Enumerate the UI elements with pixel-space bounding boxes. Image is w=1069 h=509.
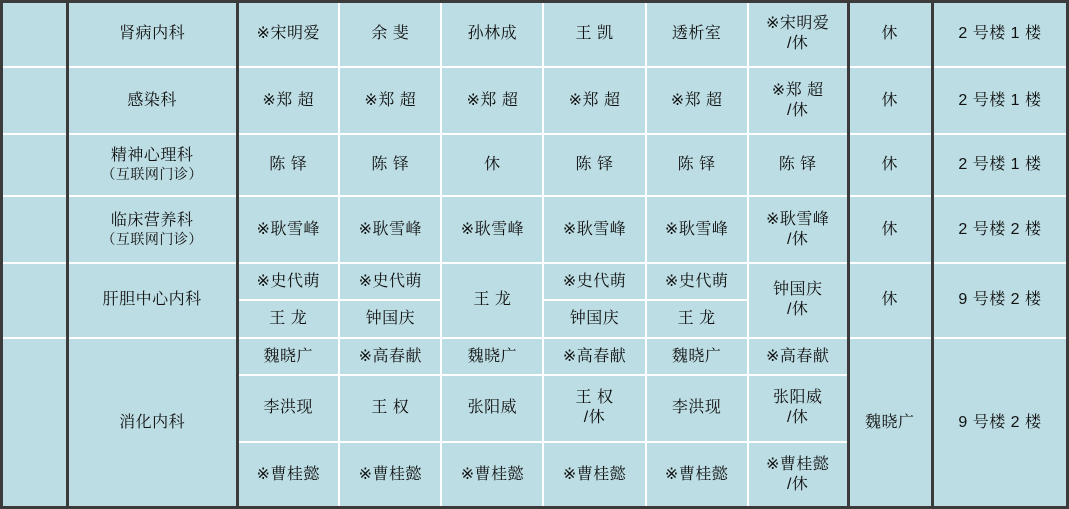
row-index-cell [1,134,67,197]
row-index-cell [1,196,67,262]
row-index-cell [1,263,67,338]
table-border-left [0,0,3,509]
schedule-cell-wed-2: 张阳威 [441,375,543,441]
department-sublabel: （互联网门诊） [101,166,203,183]
schedule-cell-thu-1: ※高春献 [543,338,645,376]
schedule-cell-mon-2: 李洪现 [237,375,339,441]
department-label: 临床营养科 [110,211,194,229]
schedule-cell-mon-pm: 王 龙 [237,300,339,338]
schedule-cell-mon: ※耿雪峰 [237,196,339,262]
row-index-cell [1,338,67,508]
department-name [67,134,237,197]
schedule-cell-sat-3: ※曹桂懿 /休 [748,442,848,508]
schedule-cell-mon: 陈 铎 [237,134,339,197]
schedule-cell-sat: ※郑 超 /休 [748,67,848,133]
schedule-cell-fri-3: ※曹桂懿 [646,442,748,508]
schedule-cell-tue: ※郑 超 [339,67,441,133]
schedule-cell-thu: ※郑 超 [543,67,645,133]
schedule-cell-fri-pm: 王 龙 [646,300,748,338]
department-name: 感染科 [67,67,237,133]
department-name [67,196,237,262]
table-divider-sunday [847,0,850,509]
location-cell: 9 号楼 2 楼 [932,338,1068,508]
table-row [1,263,1068,301]
schedule-cell-fri: 透析室 [646,1,748,67]
schedule-cell-thu: 陈 铎 [543,134,645,197]
schedule-cell-thu: 王 凯 [543,1,645,67]
schedule-cell-sat: ※宋明爱 /休 [748,1,848,67]
schedule-cell-tue-am: ※史代萌 [339,263,441,301]
department-label: 精神心理科 [110,147,194,165]
schedule-cell-sun: 休 [848,134,932,197]
table-divider-location [931,0,934,509]
schedule-cell-wed: 休 [441,134,543,197]
schedule-cell-sun: 休 [848,1,932,67]
schedule-cell-tue-2: 王 权 [339,375,441,441]
schedule-cell-fri-am: ※史代萌 [646,263,748,301]
department-sublabel: （互联网门诊） [101,230,203,247]
schedule-cell-fri-1: 魏晓广 [646,338,748,376]
table-border-top [0,0,1069,3]
schedule-cell-fri: 陈 铎 [646,134,748,197]
table-divider-index [66,0,69,509]
schedule-cell-sun: 休 [848,263,932,338]
schedule-cell-tue: 陈 铎 [339,134,441,197]
schedule-cell-wed-3: ※曹桂懿 [441,442,543,508]
schedule-cell-wed: ※耿雪峰 [441,196,543,262]
schedule-cell-mon: ※宋明爱 [237,1,339,67]
schedule-cell-tue-3: ※曹桂懿 [339,442,441,508]
schedule-cell-wed: 孙林成 [441,1,543,67]
table-row [1,338,1068,376]
department-name: 消化内科 [67,338,237,508]
schedule-cell-mon-1: 魏晓广 [237,338,339,376]
location-cell: 2 号楼 1 楼 [932,67,1068,133]
schedule-cell-mon: ※郑 超 [237,67,339,133]
schedule-cell-fri: ※耿雪峰 [646,196,748,262]
table-row [1,67,1068,133]
schedule-cell-tue: 余 斐 [339,1,441,67]
location-cell: 2 号楼 1 楼 [932,134,1068,197]
schedule-cell-mon-3: ※曹桂懿 [237,442,339,508]
schedule-cell-thu-2: 王 权 /休 [543,375,645,441]
table-row [1,196,1068,262]
schedule-cell-thu: ※耿雪峰 [543,196,645,262]
schedule-cell-sat: ※耿雪峰 /休 [748,196,848,262]
location-cell: 2 号楼 2 楼 [932,196,1068,262]
schedule-cell-tue-1: ※高春献 [339,338,441,376]
row-index-cell [1,1,67,67]
schedule-cell-wed-1: 魏晓广 [441,338,543,376]
table-divider-dept [236,0,239,509]
schedule-cell-sat-2: 张阳威 /休 [748,375,848,441]
schedule-cell-sat-1: ※高春献 [748,338,848,376]
schedule-cell-sun: 休 [848,196,932,262]
schedule-cell-fri: ※郑 超 [646,67,748,133]
schedule-cell-sat: 陈 铎 [748,134,848,197]
table-row [1,134,1068,197]
schedule-cell-thu-3: ※曹桂懿 [543,442,645,508]
schedule-cell-thu-pm: 钟国庆 [543,300,645,338]
schedule-cell-sun: 魏晓广 [848,338,932,508]
schedule-cell-tue-pm: 钟国庆 [339,300,441,338]
schedule-cell-fri-2: 李洪现 [646,375,748,441]
schedule-cell-mon-am: ※史代萌 [237,263,339,301]
schedule-cell-sat: 钟国庆 /休 [748,263,848,338]
location-cell: 2 号楼 1 楼 [932,1,1068,67]
schedule-cell-tue: ※耿雪峰 [339,196,441,262]
row-index-cell [1,67,67,133]
schedule-cell-wed: ※郑 超 [441,67,543,133]
department-name: 肝胆中心内科 [67,263,237,338]
location-cell: 9 号楼 2 楼 [932,263,1068,338]
department-name: 肾病内科 [67,1,237,67]
schedule-cell-wed: 王 龙 [441,263,543,338]
table-row [1,1,1068,67]
schedule-cell-thu-am: ※史代萌 [543,263,645,301]
schedule-cell-sun: 休 [848,67,932,133]
